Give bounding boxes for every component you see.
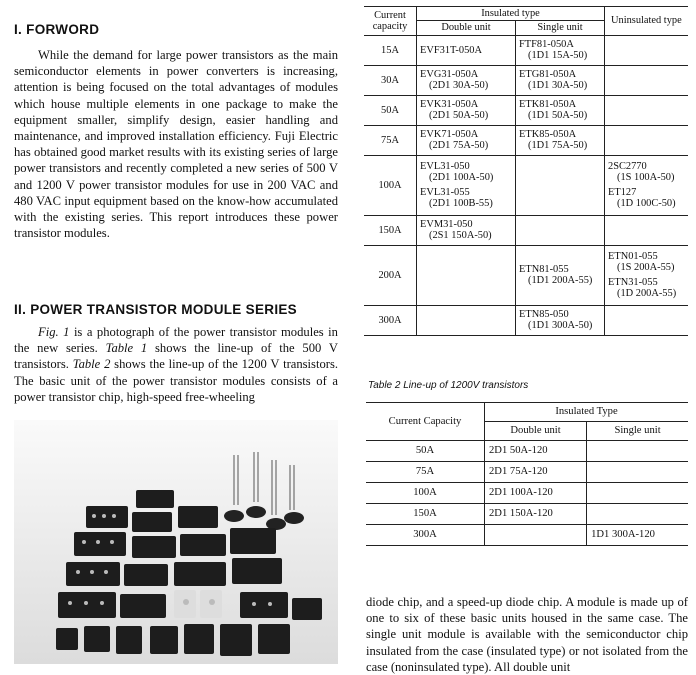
table-cell-capacity: 300A	[366, 525, 485, 546]
part-number: ETK81-050A	[519, 98, 577, 110]
table-cell-double	[485, 525, 587, 546]
module-photo	[14, 420, 338, 664]
section-heading-module-series: II. POWER TRANSISTOR MODULE SERIES	[14, 302, 297, 317]
part-number: ETN85-050	[519, 308, 569, 320]
table-cell-double	[417, 35, 516, 65]
table-cell-capacity: 150A	[364, 215, 417, 245]
paragraph-text: shows the line-up of the 1200 V transistors. The basic unit of the power transistor modules consists of a power transistor chip, high-speed free-wheeling	[14, 357, 338, 404]
table-cell-double: 2D1 150A-120	[485, 504, 587, 525]
table-cell-capacity: 15A	[364, 35, 417, 65]
table-cell-capacity: 300A	[364, 305, 417, 335]
table-cell-double	[417, 125, 516, 155]
table-cell-uninsulated	[605, 305, 689, 335]
part-code: (1D1 75A-50)	[528, 140, 588, 152]
part-number: 2SC2770	[608, 161, 647, 172]
part-number: EVF31T-050A	[420, 44, 482, 56]
table-header-double: Double unit	[417, 21, 516, 35]
table-cell-single	[587, 441, 688, 462]
table-cell-double	[417, 305, 516, 335]
table-cell-single	[516, 245, 605, 305]
table-cell-single	[587, 483, 688, 504]
table-cell-uninsulated	[605, 155, 689, 215]
table-cell-uninsulated	[605, 35, 689, 65]
part-number: ETN01-055	[608, 251, 658, 262]
table-cell-single	[516, 65, 605, 95]
section-heading-foreword: I. FORWORD	[14, 22, 100, 37]
table-cell-single	[516, 95, 605, 125]
part-number: EVL31-055	[420, 186, 470, 198]
table-cell-single	[516, 305, 605, 335]
part-number: ETN81-055	[519, 263, 569, 275]
table-header-uninsulated: Uninsulated type	[605, 7, 689, 36]
table-cell-single	[587, 504, 688, 525]
part-code: (2D1 50A-50)	[429, 110, 489, 122]
table-cell-capacity: 30A	[364, 65, 417, 95]
table-header-current: Current capacity	[364, 7, 417, 36]
part-code: (1S 200A-55)	[617, 262, 675, 274]
part-number: FTF81-050A	[519, 38, 574, 50]
part-code: (1D 200A-55)	[617, 288, 677, 300]
table-cell-double	[417, 155, 516, 215]
table-cell-capacity: 50A	[364, 95, 417, 125]
table-cell-uninsulated	[605, 245, 689, 305]
table-cell-capacity: 75A	[364, 125, 417, 155]
part-number: EVG31-050A	[420, 68, 479, 80]
table-cell-double: 2D1 75A-120	[485, 462, 587, 483]
table-cell-double: 2D1 50A-120	[485, 441, 587, 462]
part-number: ETK85-050A	[519, 128, 577, 140]
table-cell-uninsulated	[605, 215, 689, 245]
part-number: ETN31-055	[608, 276, 658, 288]
module-photo-illustration	[14, 420, 338, 664]
part-code: (2S1 150A-50)	[429, 230, 492, 242]
table-cell-double	[417, 95, 516, 125]
table-cell-double	[417, 245, 516, 305]
table-cell-double: 2D1 100A-120	[485, 483, 587, 504]
table-cell-single	[516, 155, 605, 215]
table-1200v-lineup	[366, 402, 688, 546]
table-cell-single	[516, 35, 605, 65]
part-number: ETG81-050A	[519, 68, 577, 80]
fig-ref: Fig. 1	[38, 325, 70, 339]
table-cell-capacity: 100A	[366, 483, 485, 504]
part-code: (1D1 15A-50)	[528, 50, 588, 62]
module-series-paragraph	[14, 324, 338, 405]
table-cell-single	[516, 215, 605, 245]
table-header-insulated: Insulated Type	[485, 403, 689, 422]
part-number: EVL31-050	[420, 161, 470, 172]
part-code: (2D1 30A-50)	[429, 80, 489, 92]
part-code: (1S 100A-50)	[617, 172, 675, 184]
part-number: EVK71-050A	[420, 128, 479, 140]
table-cell-capacity: 200A	[364, 245, 417, 305]
table-cell-uninsulated	[605, 125, 689, 155]
table-header-single: Single unit	[587, 422, 688, 441]
foreword-paragraph: While the demand for large power transistors as the main semiconductor elements in power converters is increasing, attention is being focused on the total advantages of modules which house multiple elements in one package to make the equipment smaller, simplify design, easier handling and maintenance, and improved installation efficiency. Fuji Electric has obtained good market results with its existing series of large power transistors and recently completed a new series of 500 V and 1200 V power transistor modules for use in 200 VAC and 480 VAC input equipment based on the know-how accumulated with the existing series. This report introduces these power transistor modules.	[14, 48, 338, 241]
part-number: ET127	[608, 186, 637, 198]
part-code: (2D1 100B-55)	[429, 198, 493, 210]
table-header-current: Current Capacity	[366, 403, 485, 441]
table-header-insulated: Insulated type	[417, 7, 605, 21]
table-cell-capacity: 75A	[366, 462, 485, 483]
part-number: EVM31-050	[420, 218, 473, 230]
part-code: (1D1 30A-50)	[528, 80, 588, 92]
table-cell-single: 1D1 300A-120	[587, 525, 688, 546]
table-cell-capacity: 150A	[366, 504, 485, 525]
part-code: (1D 100C-50)	[617, 198, 676, 210]
table-cell-double	[417, 65, 516, 95]
table-cell-single	[516, 125, 605, 155]
part-code: (1D1 200A-55)	[528, 275, 593, 287]
table-cell-capacity: 100A	[364, 155, 417, 215]
continuation-paragraph: diode chip, and a speed-up diode chip. A module is made up of one to six of these basic units housed in the same case. The single unit module is available with the semiconductor chip insulated from the case (insulated type) or not isolated from the case (noninsulated type). All double unit	[366, 595, 688, 674]
table-header-double: Double unit	[485, 422, 587, 441]
part-code: (2D1 75A-50)	[429, 140, 489, 152]
paragraph-text: is a photograph of the power transistor modules in the new series.	[14, 325, 338, 356]
table-ref: Table 2	[72, 357, 111, 372]
table-ref: Table 1	[105, 341, 148, 356]
table-cell-single	[587, 462, 688, 483]
part-code: (1D1 50A-50)	[528, 110, 588, 122]
part-code: (2D1 100A-50)	[429, 172, 494, 184]
table2-caption: Table 2 Line-up of 1200V transistors	[368, 380, 529, 391]
table-cell-double	[417, 215, 516, 245]
table-500v-lineup	[364, 6, 688, 336]
table-cell-uninsulated	[605, 65, 689, 95]
part-code: (1D1 300A-50)	[528, 320, 593, 332]
table-cell-capacity: 50A	[366, 441, 485, 462]
table-header-single: Single unit	[516, 21, 605, 35]
part-number: EVK31-050A	[420, 98, 479, 110]
table-cell-uninsulated	[605, 95, 689, 125]
paragraph-text: shows the line-up of the 500 V transistors.	[14, 341, 338, 372]
